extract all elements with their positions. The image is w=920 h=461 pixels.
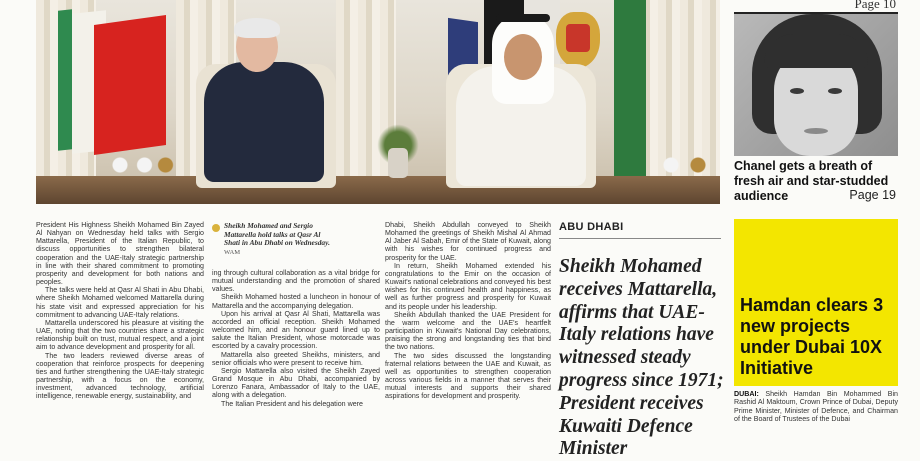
main-headline: Sheikh Mohamed receives Mattarella, affirms that UAE-Italy relations have witnessed steady progress since 1971; President receives Kuwaiti Defence Minister bbox=[559, 256, 724, 460]
paragraph: Sergio Mattarella also visited the Sheikh Zayed Grand Mosque in Abu Dhabi, accompanied by Lorenzo Fanara, Ambassador of Italy to the UAE, along with a delegation. bbox=[212, 366, 380, 400]
paragraph: Sheikh Mohamed hosted a luncheon in honour of Mattarella and the accompanying delegation. bbox=[212, 293, 380, 310]
caption-bullet-icon bbox=[212, 224, 220, 232]
photo-credit: WAM bbox=[224, 248, 241, 256]
paragraph: Mattarella also greeted Sheikhs, ministers, and senior officials who were present to receive him. bbox=[212, 350, 380, 367]
paragraph: In return, Sheikh Mohamed extended his congratulations to the Emir on the occasion of Kuwait's national celebrations and conveyed his best wishes for his continued health and happiness, as well as further progress and prosperity for Kuwait and its people under his leadership. bbox=[385, 261, 551, 311]
paragraph: The two sides discussed the longstanding fraternal relations between the UAE and Kuwait, as well as opportunities to strengthen cooperation across various fields in a manner that serves their mutual interests and supports their shared aspirations for development and prosperity. bbox=[385, 351, 551, 401]
paragraph: Upon his arrival at Qasr Al Shati, Mattarella was accorded an official reception. Sheikh Mohamed welcomed him, and an honour guard lined up to salute the Italian President, whose motorcade was escorted by a cavalry procession. bbox=[212, 309, 380, 351]
paragraph: The talks were held at Qasr Al Shati in Abu Dhabi, where Sheikh Mohamed welcomed Mattarella during his state visit and expressed appreciation for his commitment to advancing UAE-Italy relations. bbox=[36, 286, 204, 319]
caption-text: Sheikh Mohamed and Sergio Mattarella hold talks at Qasr Al Shati in Abu Dhabi on Wednesday. bbox=[224, 221, 330, 248]
paragraph: Sheikh Abdullah thanked the UAE President for the warm welcome and the UAE's heartfelt participation in Kuwait's National Day celebrations, praising the strong and longstanding ties that bind the two nations. bbox=[385, 310, 551, 352]
article-column-1 bbox=[36, 221, 204, 400]
article-column-3 bbox=[385, 221, 551, 400]
paragraph: Dhabi, Sheikh Abdullah conveyed to Sheikh Mohamed the greetings of Sheikh Mishal Al Ahmad Al Jaber Al Sabah, Emir of the State of Kuwait, along with his wishes for continued progress and prosperity for the UAE. bbox=[385, 221, 551, 262]
paragraph: President His Highness Sheikh Mohamed Bin Zayed Al Nahyan on Wednesday held talks with Sergio Mattarella, President of the Italian Republic, to discuss opportunities to strengthen bilateral cooperation and the UAE-Italy strategic partnership in line with their shared commitment to promoting prosperity and development for both nations and peoples. bbox=[36, 221, 204, 287]
lead-photo bbox=[36, 0, 720, 204]
teaser-headline: Chanel gets a breath of fresh air and star-studded audience bbox=[734, 159, 889, 203]
paragraph: The Italian President and his delegation were bbox=[221, 399, 363, 408]
promo-dateline: DUBAI: bbox=[734, 390, 759, 398]
promo-box bbox=[734, 219, 898, 386]
promo-headline: Hamdan clears 3 new projects under Dubai 10X Initiative bbox=[740, 295, 884, 378]
promo-blurb bbox=[734, 390, 898, 424]
paragraph: The two leaders reviewed diverse areas of cooperation that reinforce prospects for deepening ties and further strengthening the UAE-Italy strategic partnership, with a focus on the economy, investment, advanced technology, artificial intelligence, renewable energy, sustainability, and bbox=[36, 351, 204, 401]
paragraph: Mattarella underscored his pleasure at visiting the UAE, noting that the two countries share a strategic relationship built on trust, mutual respect, and a joint aim to advance development and prosperity for all. bbox=[36, 318, 204, 352]
teaser-page-ref: Page 19 bbox=[849, 188, 896, 202]
fashion-portrait bbox=[734, 14, 898, 156]
photo-caption bbox=[212, 222, 332, 256]
section-divider bbox=[559, 238, 721, 239]
paragraph: ing through cultural collaboration as a vital bridge for mutual understanding and the promotion of shared values. bbox=[212, 269, 380, 294]
promo-blurb-text: Sheikh Hamdan Bin Mohammed Bin Rashid Al Maktoum, Crown Prince of Dubai, Deputy Prime Minister, Minister of Defence, and Chairman of the Board of Trustees of the Dubai bbox=[734, 390, 898, 424]
page-number: Page 10 bbox=[854, 0, 896, 11]
section-label: ABU DHABI bbox=[559, 221, 624, 233]
article-column-2 bbox=[212, 269, 380, 408]
